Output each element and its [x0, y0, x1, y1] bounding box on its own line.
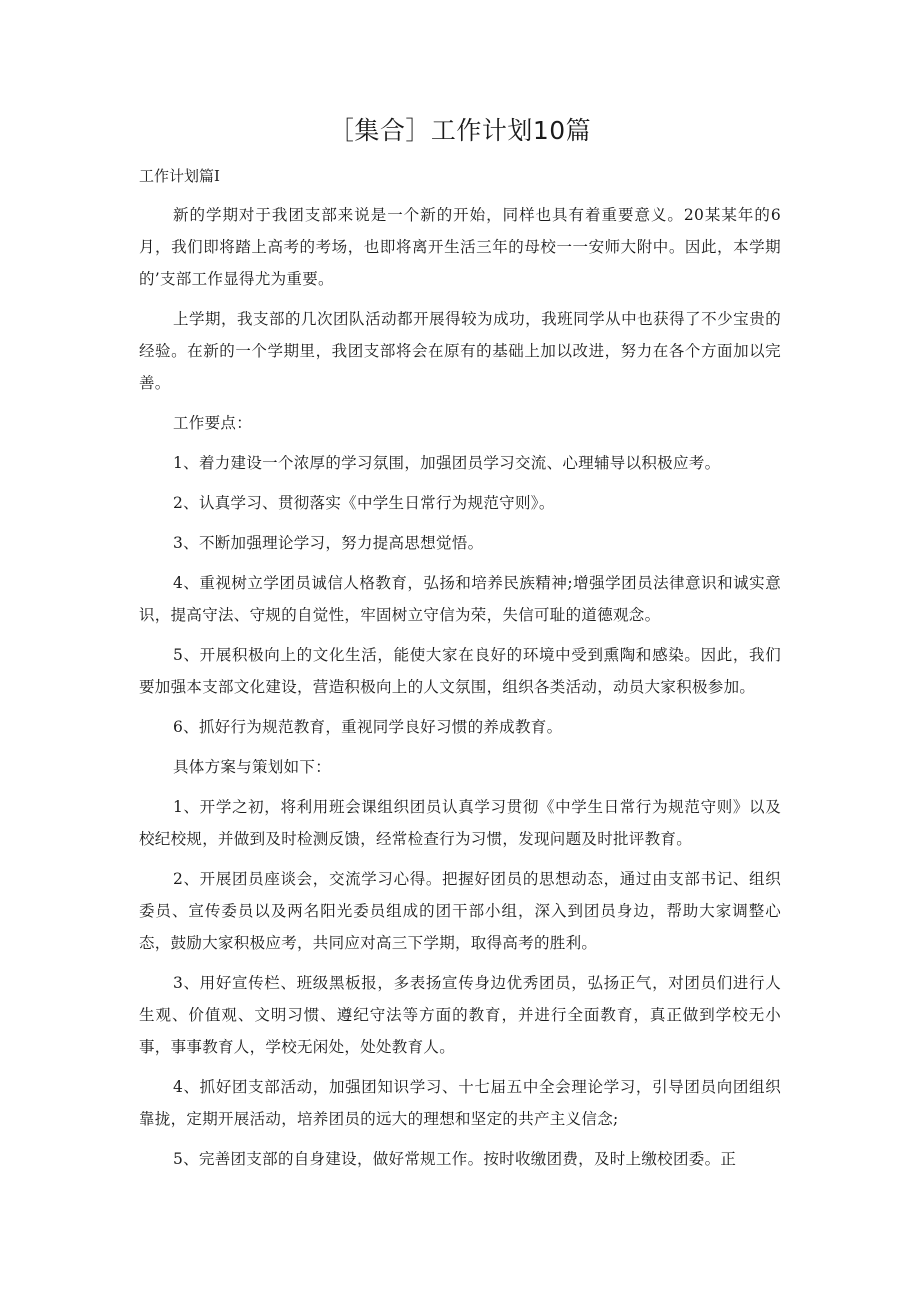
key-point-4: 4、重视树立学团员诚信人格教育，弘扬和培养民族精神;增强学团员法律意识和诚实意识，提高守法、守规的自觉性，牢固树立守信为荣，失信可耻的道德观念。	[139, 574, 781, 624]
paragraph-key-points-heading: 工作要点：	[173, 414, 253, 432]
paragraph-last-term: 上学期，我支部的几次团队活动都开展得较为成功，我班同学从中也获得了不少宝贵的经验。在新的一个学期里，我团支部将会在原有的基础上加以改进，努力在各个方面加以完善。	[139, 310, 781, 392]
key-point-6: 6、抓好行为规范教育，重视同学良好习惯的养成教育。	[173, 718, 563, 736]
key-point-1: 1、着力建设一个浓厚的学习氛围，加强团员学习交流、心理辅导以积极应考。	[173, 454, 721, 472]
plan-item-4: 4、抓好团支部活动，加强团知识学习、十七届五中全会理论学习，引导团员向团组织靠拢，定期开展活动，培养团员的远大的理想和坚定的共产主义信念;	[139, 1078, 781, 1128]
key-point-5: 5、开展积极向上的文化生活，能使大家在良好的环境中受到熏陶和感染。因此，我们要加强本支部文化建设，营造积极向上的人文氛围，组织各类活动，动员大家积极参加。	[139, 646, 781, 696]
plan-heading: 具体方案与策划如下：	[173, 758, 332, 776]
paragraph-intro: 新的学期对于我团支部来说是一个新的开始，同样也具有着重要意义。20某某年的6月，我们即将踏上高考的考场，也即将离开生活三年的母校一一安师大附中。因此，本学期的’支部工作显得尤为重要。	[139, 206, 781, 288]
plan-item-5: 5、完善团支部的自身建设，做好常规工作。按时收缴团费，及时上缴校团委。正	[173, 1150, 737, 1168]
key-point-2: 2、认真学习、贯彻落实《中学生日常行为规范守则》。	[173, 494, 555, 512]
plan-item-1: 1、开学之初，将利用班会课组织团员认真学习贯彻《中学生日常行为规范守则》以及校纪校规，并做到及时检测反馈，经常检查行为习惯，发现问题及时批评教育。	[139, 798, 781, 848]
document-title: ［集合］工作计划10篇	[328, 116, 592, 145]
plan-item-3: 3、用好宣传栏、班级黑板报，多表扬宣传身边优秀团员，弘扬正气，对团员们进行人生观、价值观、文明习惯、遵纪守法等方面的教育，并进行全面教育，真正做到学校无小事，事事教育人，学校无闲处，处处教育人。	[139, 974, 781, 1056]
plan-item-2: 2、开展团员座谈会，交流学习心得。把握好团员的思想动态，通过由支部书记、组织委员、宣传委员以及两名阳光委员组成的团干部小组，深入到团员身边，帮助大家调整心态，鼓励大家积极应考，共同应对高三下学期，取得高考的胜利。	[139, 870, 781, 952]
section-heading: 工作计划篇I	[139, 167, 220, 185]
key-point-3: 3、不断加强理论学习，努力提高思想觉悟。	[173, 534, 484, 552]
